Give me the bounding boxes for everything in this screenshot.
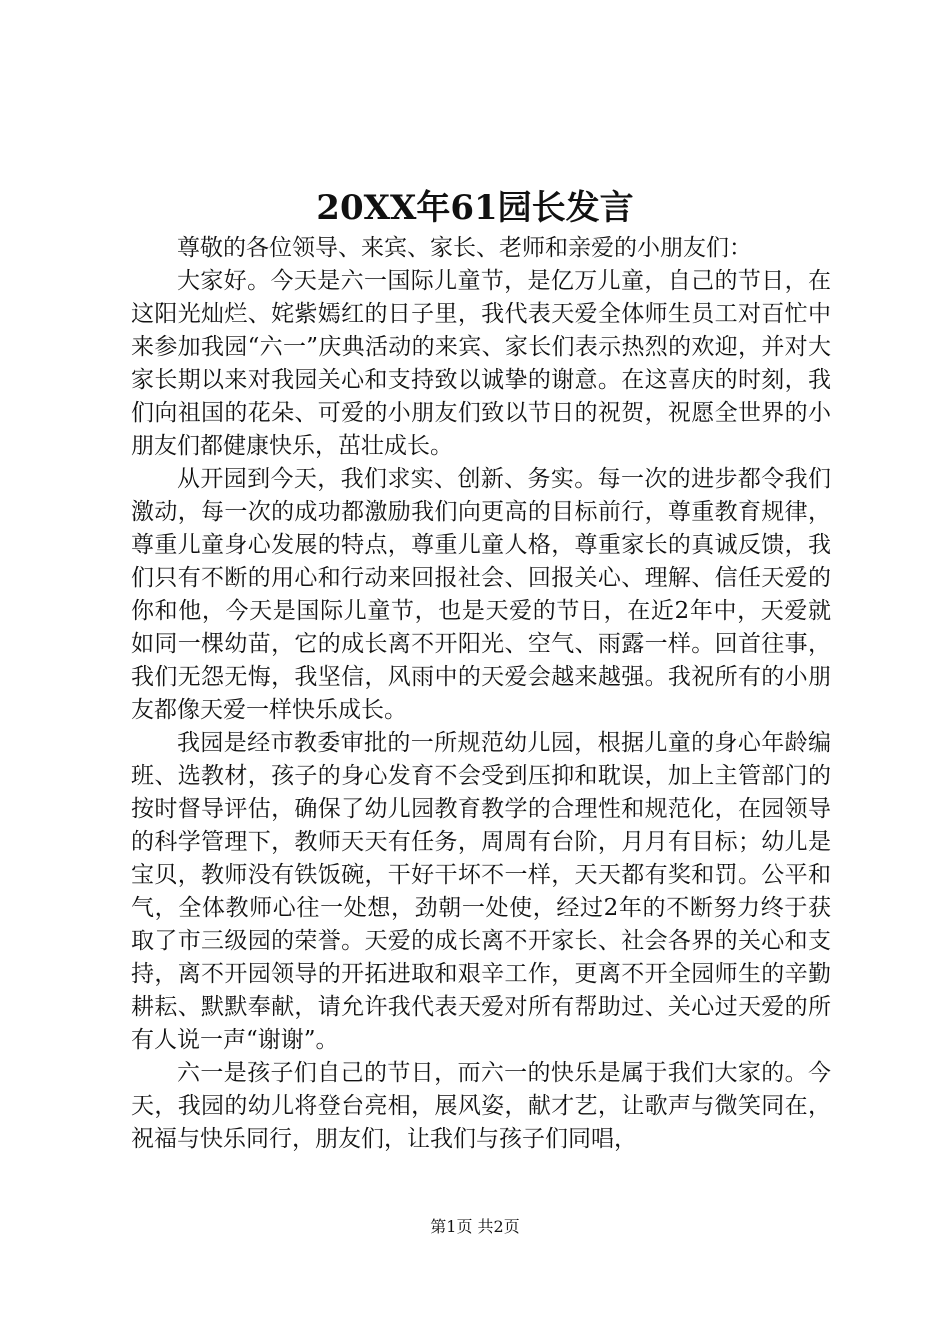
- document-body: [131, 232, 831, 1156]
- document-title: 20XX年61园长发言: [316, 188, 634, 228]
- page-number: 第1页 共2页: [430, 1217, 520, 1236]
- paragraph-kindergarten: 我园是经市教委审批的一所规范幼儿园，根据儿童的身心年龄编班、选教材，孩子的身心发育不会受到压抑和耽误，加上主管部门的按时督导评估，确保了幼儿园教育教学的合理性和规范化，在园领导的科学管理下，教师天天有任务，周周有台阶，月月有目标；幼儿是宝贝，教师没有铁饭碗，干好干坏不一样，天天都有奖和罚。公平和气，全体教师心往一处想，劲朝一处使，经过2年的不断努力终于获取了市三级园的荣誉。天爱的成长离不开家长、社会各界的关心和支持，离不开园领导的开拓进取和艰辛工作，更离不开全园师生的辛勤耕耘、默默奉献，请允许我代表天爱对所有帮助过、关心过天爱的所有人说一声“谢谢”。: [131, 730, 831, 1053]
- paragraph-history: 从开园到今天，我们求实、创新、务实。每一次的进步都令我们激动，每一次的成功都激励我们向更高的目标前行，尊重教育规律，尊重儿童身心发展的特点，尊重儿童人格，尊重家长的真诚反馈，我们只有不断的用心和行动来回报社会、回报关心、理解、信任天爱的你和他，今天是国际儿童节，也是天爱的节日，在近2年中，天爱就如同一棵幼苗，它的成长离不开阳光、空气、雨露一样。回首往事，我们无怨无悔，我坚信，风雨中的天爱会越来越强。我祝所有的小朋友都像天爱一样快乐成长。: [131, 466, 831, 723]
- paragraph-celebration: 六一是孩子们自己的节日，而六一的快乐是属于我们大家的。今天，我园的幼儿将登台亮相，展风姿，献才艺，让歌声与微笑同在，祝福与快乐同行，朋友们，让我们与孩子们同唱，: [131, 1060, 831, 1152]
- paragraph-salutation: 尊敬的各位领导、来宾、家长、老师和亲爱的小朋友们：: [177, 235, 752, 261]
- paragraph-greeting: 大家好。今天是六一国际儿童节，是亿万儿童，自己的节日，在这阳光灿烂、姹紫嫣红的日子里，我代表天爱全体师生员工对百忙中来参加我园“六一”庆典活动的来宾、家长们表示热烈的欢迎，并对大家长期以来对我园关心和支持致以诚挚的谢意。在这喜庆的时刻，我们向祖国的花朵、可爱的小朋友们致以节日的祝贺，祝愿全世界的小朋友们都健康快乐，茁壮成长。: [131, 268, 831, 459]
